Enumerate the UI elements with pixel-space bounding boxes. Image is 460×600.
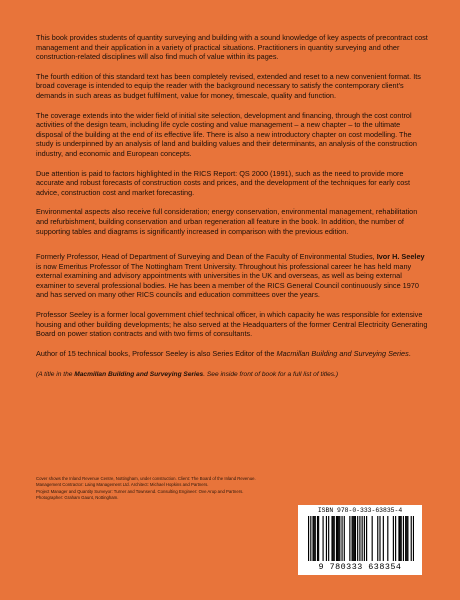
back-cover-text: [36, 33, 428, 379]
barcode-bar: [401, 516, 402, 561]
barcode-bar: [331, 516, 332, 561]
barcode-bar: [318, 516, 319, 561]
author-bio-lead: Formerly Professor, Head of Department of Surveying and Dean of the Faculty of Environmental Studies,: [36, 252, 375, 262]
blurb-paragraph-2: The fourth edition of this standard text has been completely revised, extended and reset to a new convenient format. Its broad coverage is intended to equip the reader with the background necessary to satisfy the contemporary client's demands in such areas as budget fulfilment, value for money, timescale, quality and function.: [36, 71, 421, 100]
barcode-bar: [377, 516, 378, 561]
isbn-text: ISBN 978-0-333-63835-4: [317, 507, 403, 514]
barcode-bar: [328, 516, 329, 561]
barcode-bar: [310, 516, 311, 561]
author-name: Ivor H. Seeley: [376, 252, 425, 262]
cover-credit-line: Management Contractor: Laing Management Ltd. Architect: Michael Hopkins and Partners.: [36, 482, 209, 488]
series-note: [36, 370, 428, 379]
barcode-digits: 9 780333 638354: [318, 562, 402, 572]
barcode-bar: [387, 516, 388, 561]
author-bio-rest: is now Emeritus Professor of The Nottingham Trent University. Throughout his professional career he has held many external examining and advisory appointments with universities in the UK and overseas, as well as being external examiner to several professional bodies. He has been a member of the RICS General Council continuously since 1970 and has served on many other RICS councils and education committees over the years.: [36, 261, 419, 300]
barcode-bar: [403, 516, 404, 561]
barcode-bar: [317, 516, 318, 561]
barcode-bar: [326, 516, 327, 561]
barcode-bar: [353, 516, 354, 561]
author-bio: [36, 252, 428, 300]
author-books: [36, 349, 428, 359]
blurb-paragraph-1: This book provides students of quantity surveying and building with a sound knowledge of key aspects of precontract cost management and their application in a variety of practical situations. Practitioners in quantity surveying and other construction-related disciplines will also find much of value within its pages.: [36, 33, 428, 62]
barcode-bar: [333, 516, 334, 561]
barcode-bar: [405, 516, 406, 561]
blurb-paragraph-4: Due attention is paid to factors highlighted in the RICS Report: QS 2000 (1991), such as the need to provide more accurate and robust forecasts of construction costs and prices, and the development of the techniques for early cost advice, construction cost and market forecasting.: [36, 168, 410, 197]
barcode-bar: [312, 516, 313, 561]
barcode-bar: [359, 516, 360, 561]
barcode-bar: [339, 516, 340, 561]
series-note-series: Macmillan Building and Surveying Series: [74, 371, 204, 379]
barcode-bar: [395, 516, 396, 561]
barcode-bar: [379, 516, 380, 561]
blurb-paragraph-3: The coverage extends into the wider field of initial site selection, development and financing, through the cost control activities of the design team, including life cycle costing and value management – a new chapter – to the ultimate disposal of the building at the end of its effective life. There is also a new introductory chapter on cost modelling. The study is underpinned by an analysis of land and building values and their determinants, an analysis of the construction industry, and economic and European concepts.: [36, 110, 417, 158]
barcode-bar: [315, 516, 316, 561]
barcode-bar: [314, 516, 315, 561]
barcode-bar: [323, 516, 324, 561]
barcode-bar: [366, 516, 367, 561]
barcode-bar: [337, 516, 338, 561]
barcode-bar: [372, 516, 373, 561]
author-books-end: .: [408, 348, 411, 358]
barcode-bar: [406, 516, 407, 561]
barcode-bar: [362, 516, 363, 561]
barcode-bar: [398, 516, 399, 561]
cover-credit-line: Project Manager and Quantity Surveyor: Turner and Townsend. Consulting Engineer: Ove Arup and Partners.: [36, 488, 244, 494]
blurb-paragraph-5: Environmental aspects also receive full consideration; energy conservation, environmental management, rehabilitation and refurbishment, building conservation and urban regeneration all feature in the book. In addition, the number of supporting tables and diagrams is significantly increased in comparison with the previous edition.: [36, 207, 418, 236]
cover-credit-line: Photographer: Graham Gaunt, Nottingham.: [36, 495, 119, 501]
cover-credits: [36, 476, 296, 502]
series-note-lead: (A title in the: [36, 371, 73, 379]
barcode-bar: [393, 516, 394, 561]
barcode-bar: [352, 516, 353, 561]
author-career: Professor Seeley is a former local government chief technical officer, in which capacity he was responsible for extensive housing and other building developments; he also served at the Headquarters of the former Central Electricity Generating Board on power station contracts and with two firms of consultants.: [36, 310, 428, 339]
barcode-bar: [355, 516, 356, 561]
barcode-bar: [383, 516, 384, 561]
barcode-bar: [354, 516, 355, 561]
isbn-barcode: [298, 505, 422, 575]
barcode-bar: [334, 516, 335, 561]
barcode-bar: [344, 516, 345, 561]
barcode-bars: [308, 516, 414, 561]
barcode-bar: [413, 516, 414, 561]
barcode-bar: [308, 516, 309, 561]
barcode-bar: [411, 516, 412, 561]
barcode-bar: [407, 516, 408, 561]
barcode-bar: [399, 516, 400, 561]
barcode-bar: [357, 516, 358, 561]
barcode-bar: [341, 516, 342, 561]
cover-credit-line: Cover shows the Inland Revenue Centre, Nottingham, under construction. Client: The Board of the Inland Revenue.: [36, 476, 256, 481]
barcode-bar: [338, 516, 339, 561]
barcode-bar: [336, 516, 337, 561]
author-books-lead: Author of 15 technical books, Professor Seeley is also Series Editor of the: [36, 348, 275, 358]
barcode-bar: [364, 516, 365, 561]
barcode-bar: [349, 516, 350, 561]
series-note-tail: . See inside front of book for a full list of titles.): [203, 371, 339, 379]
series-name: Macmillan Building and Surveying Series: [276, 348, 409, 358]
